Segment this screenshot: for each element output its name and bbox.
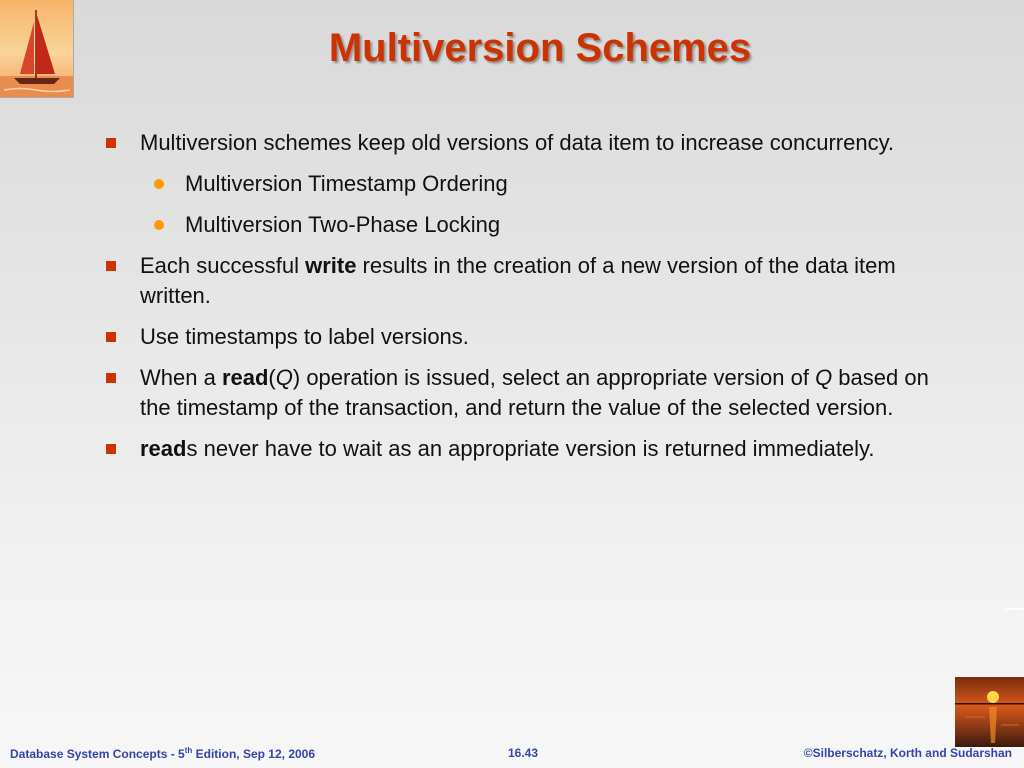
bullet-text-post: based on the timestamp of the transaction, and return the value of the selected version.: [140, 365, 929, 420]
footer-text: Database System Concepts - 5: [10, 747, 185, 761]
bullet-item: [100, 363, 930, 423]
square-bullet-icon: [106, 332, 116, 342]
round-bullet-icon: [154, 179, 164, 189]
page-number: 16.43: [508, 746, 539, 760]
sunset-logo-icon: [955, 677, 1024, 747]
variable-q: Q: [815, 365, 833, 390]
keyword-read: read: [221, 365, 269, 390]
bullet-text-mid: ) operation is issued, select an appropriate version of: [292, 365, 816, 390]
decorative-arc: [1002, 608, 1024, 614]
variable-q: Q: [275, 365, 293, 390]
bullet-text-post: s never have to wait as an appropriate version is returned immediately.: [186, 436, 875, 461]
bullet-text: Use timestamps to label versions.: [140, 324, 469, 349]
footer-book-title: [10, 746, 315, 762]
keyword-write: write: [305, 253, 357, 278]
paren-open: (: [268, 365, 276, 390]
square-bullet-icon: [106, 373, 116, 383]
bullet-text-pre: Each successful: [140, 253, 306, 278]
slide-content: [100, 128, 930, 475]
square-bullet-icon: [106, 261, 116, 271]
bullet-item: [100, 251, 930, 311]
footer-superscript: th: [184, 746, 193, 755]
round-bullet-icon: [154, 220, 164, 230]
sub-bullet-text: Multiversion Timestamp Ordering: [185, 171, 508, 196]
bullet-text: Multiversion schemes keep old versions of data item to increase concurrency.: [140, 130, 895, 155]
bullet-item: [100, 322, 930, 352]
bullet-text-pre: When a: [140, 365, 222, 390]
sub-bullet-item: [100, 210, 930, 240]
keyword-read: read: [140, 436, 187, 461]
sub-bullet-text: Multiversion Two-Phase Locking: [185, 212, 501, 237]
square-bullet-icon: [106, 444, 116, 454]
bullet-text-post: results in the creation of a new version of the data item written.: [140, 253, 896, 308]
sub-bullet-item: [100, 169, 930, 199]
bullet-item: [100, 434, 930, 464]
slide-title: Multiversion Schemes: [328, 26, 752, 70]
copyright: ©Silberschatz, Korth and Sudarshan: [803, 746, 1012, 760]
bullet-item: [100, 128, 930, 158]
square-bullet-icon: [106, 138, 116, 148]
footer-text: Edition, Sep 12, 2006: [192, 747, 316, 761]
